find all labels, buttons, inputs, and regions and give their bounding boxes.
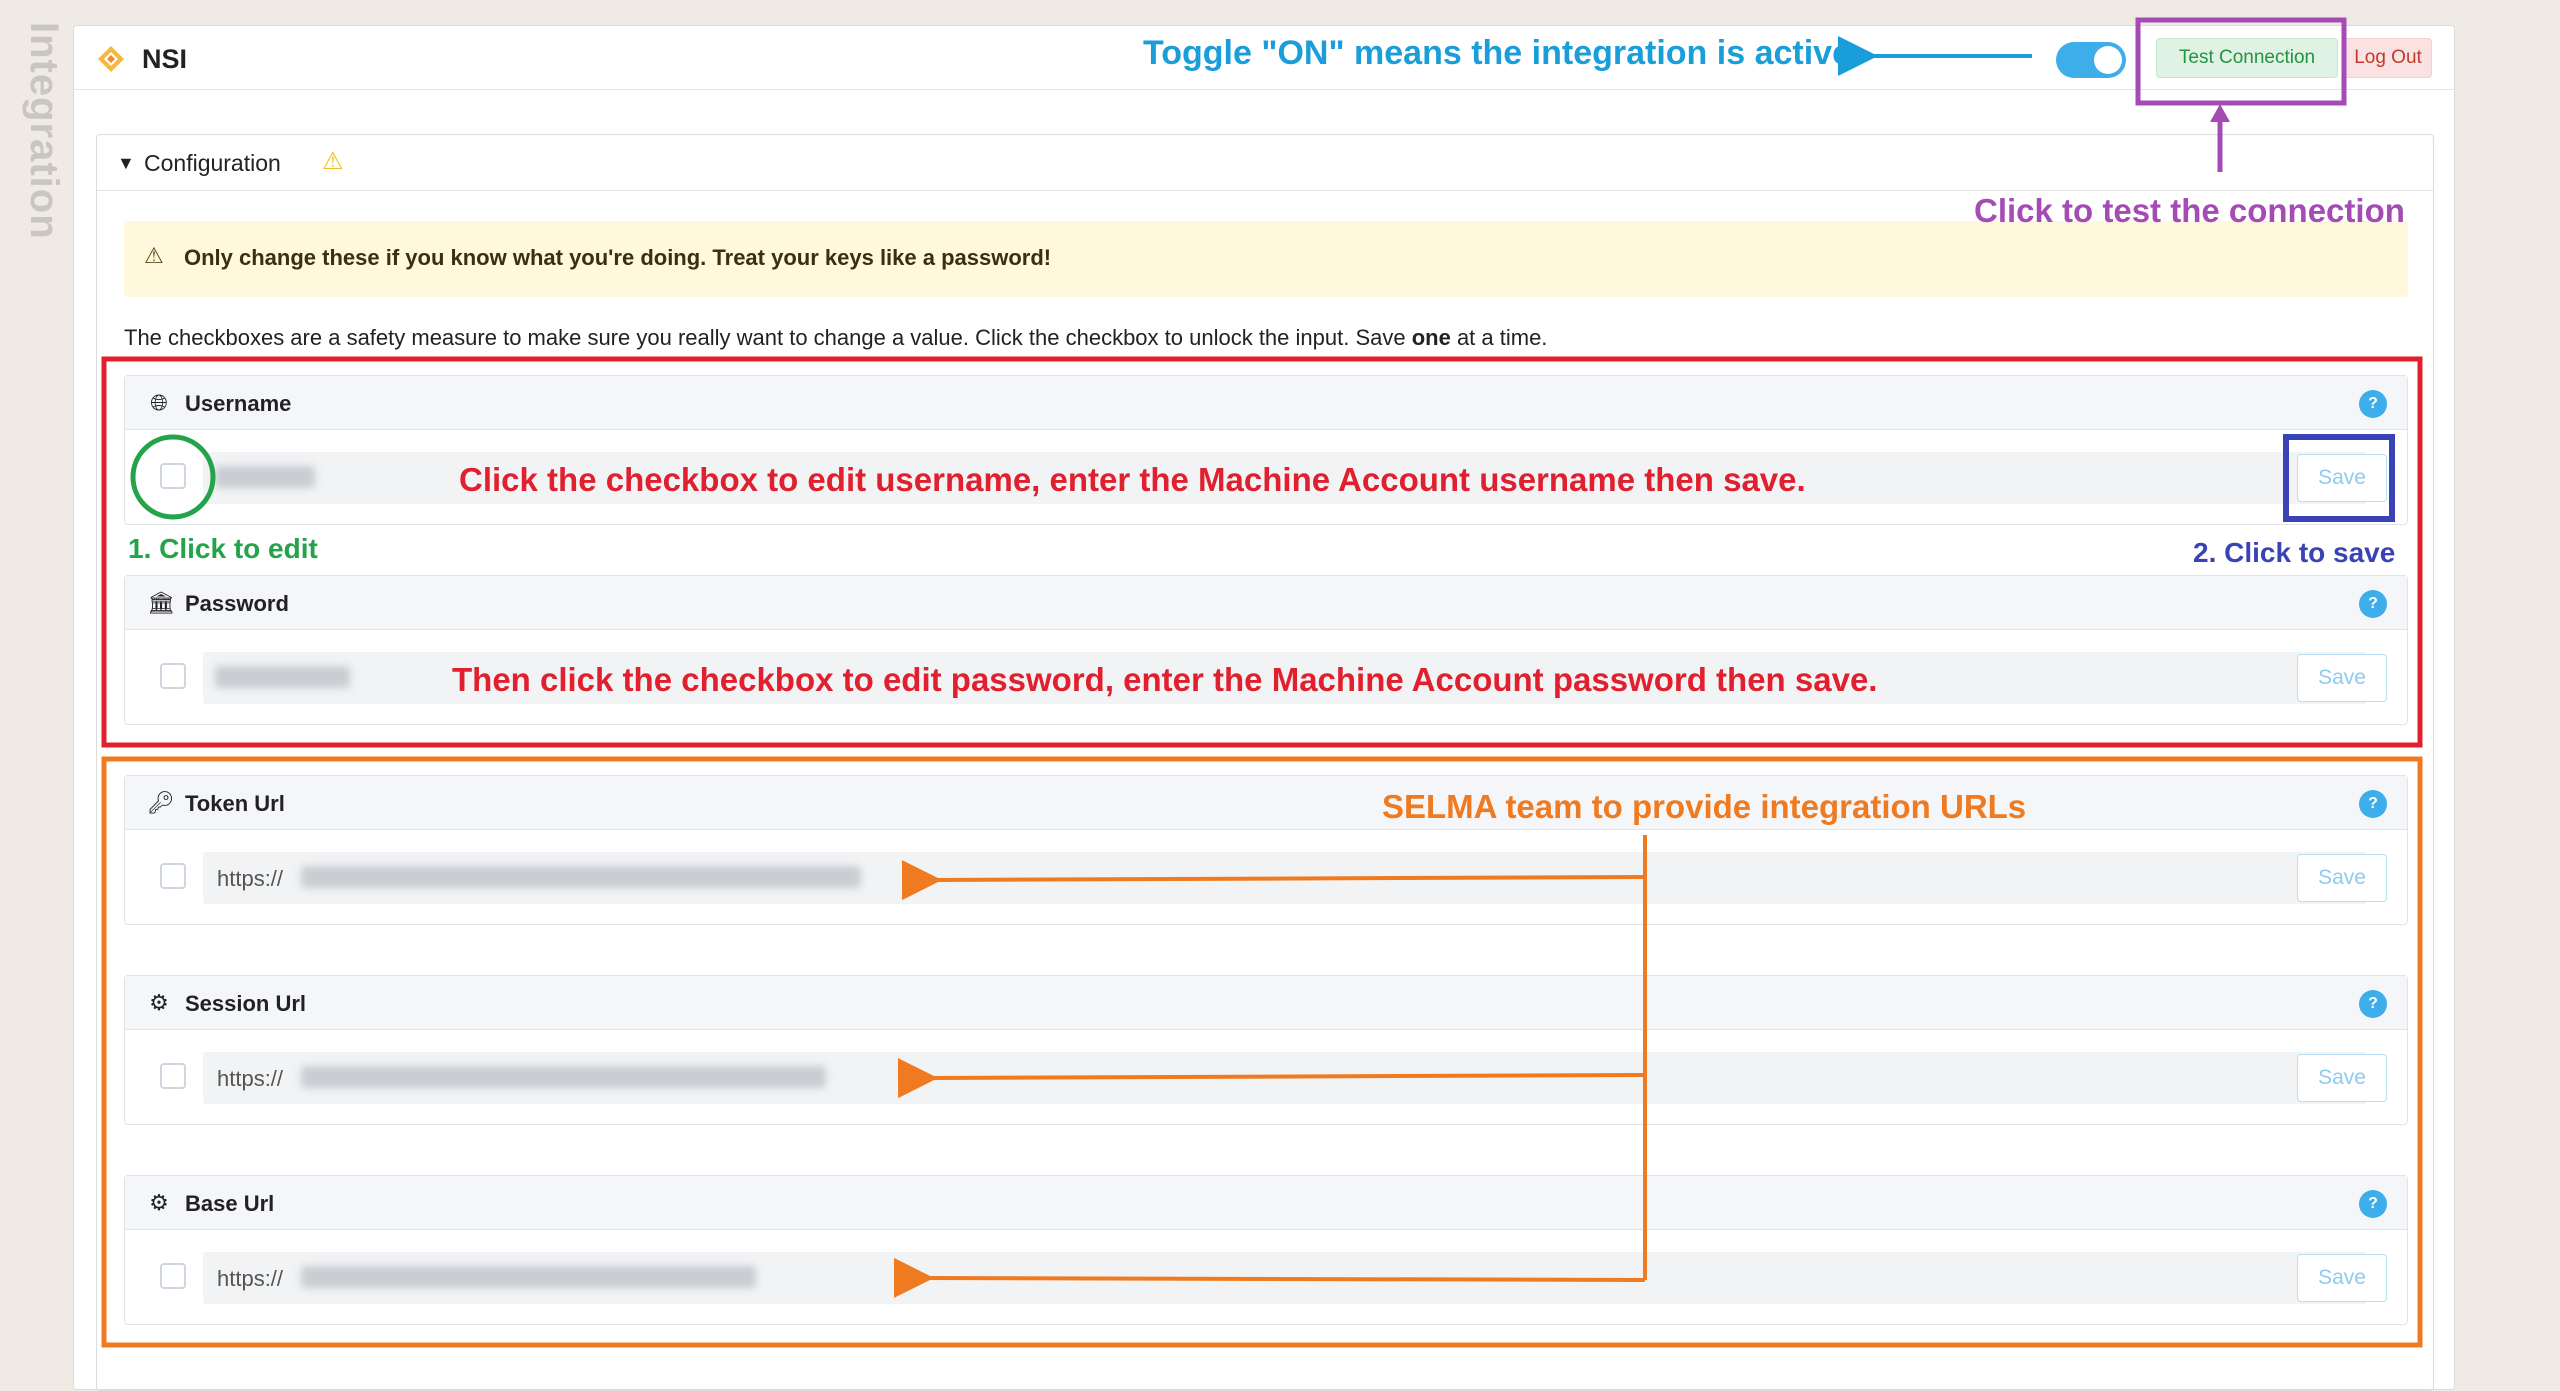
field-label: Username xyxy=(185,391,292,416)
info-text xyxy=(124,325,1547,351)
help-icon[interactable]: ? xyxy=(2359,990,2387,1018)
save-button[interactable]: Save xyxy=(2297,654,2387,702)
warning-icon: ⚠ xyxy=(322,148,344,175)
info-suffix: at a time. xyxy=(1450,325,1548,350)
field-header xyxy=(125,1176,2407,1230)
field-row xyxy=(125,1230,2407,1324)
url-prefix: https:// xyxy=(217,1066,284,1091)
save-button[interactable]: Save xyxy=(2297,454,2387,502)
blurred-value xyxy=(215,466,315,488)
warning-alert xyxy=(124,221,2408,297)
gear-icon: ⚙︎ xyxy=(149,1190,169,1215)
edit-checkbox[interactable] xyxy=(160,663,186,689)
configuration-header[interactable] xyxy=(97,135,2433,191)
field-label: Password xyxy=(185,591,289,616)
info-prefix: The checkboxes are a safety measure to make sure you really want to change a value. Click the checkbox to unlock the input. Save xyxy=(124,325,1412,350)
edit-checkbox[interactable] xyxy=(160,463,186,489)
edit-checkbox[interactable] xyxy=(160,1063,186,1089)
annotation-toggle: Toggle "ON" means the integration is active xyxy=(1143,34,1851,72)
key-icon: 🔑︎ xyxy=(147,790,175,815)
annotation-step1: 1. Click to edit xyxy=(128,533,318,564)
integration-toggle[interactable] xyxy=(2056,42,2126,78)
field-row xyxy=(125,1030,2407,1124)
help-icon[interactable]: ? xyxy=(2359,390,2387,418)
token-url-input[interactable] xyxy=(203,852,2367,904)
url-prefix: https:// xyxy=(217,866,284,891)
save-button[interactable]: Save xyxy=(2297,1254,2387,1302)
url-prefix: https:// xyxy=(217,1266,284,1291)
save-button[interactable]: Save xyxy=(2297,1054,2387,1102)
logout-button[interactable]: Log Out xyxy=(2344,38,2432,78)
field-base-url xyxy=(124,1175,2408,1325)
save-button[interactable]: Save xyxy=(2297,854,2387,902)
blurred-value xyxy=(215,666,350,688)
annotation-urls: SELMA team to provide integration URLs xyxy=(1382,788,2027,825)
caret-down-icon: ▼ xyxy=(117,153,135,173)
session-url-input[interactable] xyxy=(203,1052,2367,1104)
field-label: Session Url xyxy=(185,991,307,1016)
sidebar-integration-label: Integration xyxy=(22,22,66,240)
edit-checkbox[interactable] xyxy=(160,863,186,889)
field-header xyxy=(125,376,2407,430)
field-header xyxy=(125,776,2407,830)
help-icon[interactable]: ? xyxy=(2359,590,2387,618)
blurred-value xyxy=(301,1266,756,1288)
alert-text: Only change these if you know what you're doing. Treat your keys like a password! xyxy=(184,245,1052,270)
annotation-username: Click the checkbox to edit username, enter the Machine Account username then save. xyxy=(459,461,1806,498)
info-bold: one xyxy=(1411,325,1451,350)
field-row xyxy=(125,830,2407,924)
annotation-password: Then click the checkbox to edit password, enter the Machine Account password then save. xyxy=(452,661,1878,698)
alert-warning-icon: ⚠ xyxy=(144,243,164,268)
blurred-value xyxy=(301,1066,826,1088)
field-token-url xyxy=(124,775,2408,925)
help-icon[interactable]: ? xyxy=(2359,790,2387,818)
test-connection-button[interactable]: Test Connection xyxy=(2156,38,2338,78)
blurred-value xyxy=(301,866,861,888)
gear-icon: ⚙︎ xyxy=(149,990,169,1015)
field-label: Base Url xyxy=(185,1191,275,1216)
bank-icon: 🏛︎ xyxy=(147,590,175,615)
field-username xyxy=(124,375,2408,525)
base-url-input[interactable] xyxy=(203,1252,2367,1304)
field-header xyxy=(125,576,2407,630)
globe-icon: 🌐︎ xyxy=(150,390,168,415)
field-session-url xyxy=(124,975,2408,1125)
app-name: NSI xyxy=(142,44,188,74)
configuration-title: Configuration xyxy=(144,150,281,176)
edit-checkbox[interactable] xyxy=(160,1263,186,1289)
annotation-step2: 2. Click to save xyxy=(2193,537,2396,568)
help-icon[interactable]: ? xyxy=(2359,1190,2387,1218)
configuration-section xyxy=(96,134,2434,1391)
toggle-knob xyxy=(2094,46,2122,74)
field-password xyxy=(124,575,2408,725)
annotation-test-connection: Click to test the connection xyxy=(1974,192,2405,229)
field-header xyxy=(125,976,2407,1030)
field-label: Token Url xyxy=(185,791,285,816)
nsi-logo-icon xyxy=(96,44,126,74)
